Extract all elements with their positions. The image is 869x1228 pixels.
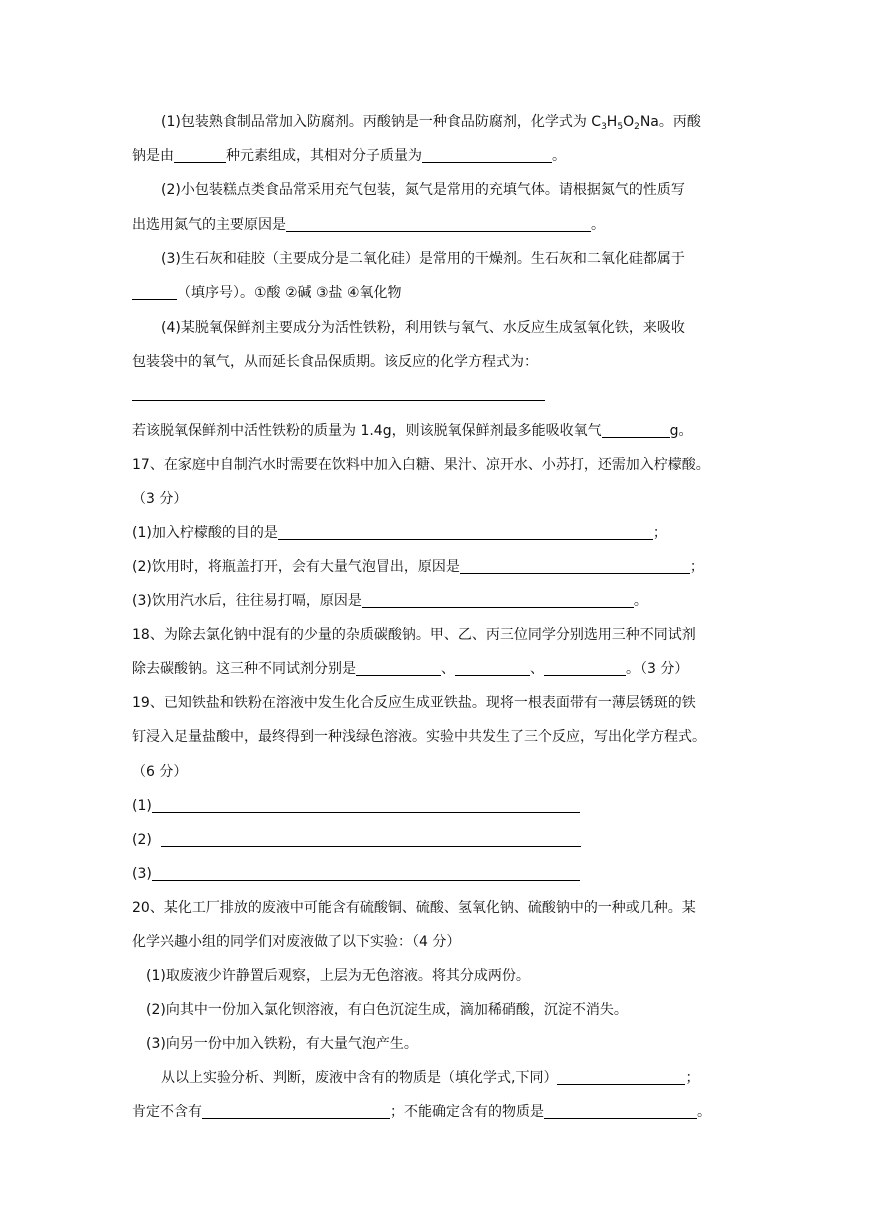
q17-stem-a: 17、在家庭中自制汽水时需要在饮料中加入白糖、果汁、凉开水、小苏打，还需加入柠檬酸。 (132, 457, 710, 473)
q16-part2-text-a: (2)小包装糕点类食品常采用充气包装，氮气是常用的充填气体。请根据氮气的性质写 (161, 182, 685, 198)
molecular-mass-blank[interactable] (422, 147, 552, 163)
formula-subscript-3: 3 (601, 122, 607, 132)
q20-text-d: 肯定不含有 (132, 1104, 202, 1120)
q17-sub1-text: (1)加入柠檬酸的目的是 (132, 525, 278, 541)
formula-o: O (623, 114, 635, 130)
q18-line1 (132, 625, 696, 645)
q16-part4-text-a: (4)某脱氧保鲜剂主要成分为活性铁粉，利用铁与氧气、水反应生成氢氧化铁，来吸收 (161, 320, 685, 336)
q20-conclusion-line1 (161, 1068, 699, 1088)
q16-part4-text-d: g。 (669, 423, 693, 439)
contained-substance-blank[interactable] (557, 1069, 685, 1085)
q18-line2 (132, 659, 688, 679)
q17-stem-line1 (132, 455, 710, 475)
uncertain-substance-blank[interactable] (544, 1103, 697, 1119)
chemical-equation-blank[interactable] (132, 400, 545, 401)
q16-part4-line1 (161, 318, 685, 338)
q16-part2-line1 (161, 180, 685, 200)
q20-text-c: 从以上实验分析、判断，废液中含有的物质是（填化学式,下同） (161, 1070, 558, 1086)
equation-1-blank[interactable] (152, 797, 580, 813)
q20-text-b: 化学兴趣小组的同学们对废液做了以下实验：（4 分） (132, 934, 461, 950)
q18-sep-2: 、 (530, 661, 544, 677)
q16-part4-text-b: 包装袋中的氧气，从而延长食品保质期。该反应的化学方程式为： (132, 354, 538, 370)
q18-end: 。（3 分） (626, 661, 689, 677)
formula-h: H (606, 114, 618, 130)
q20-conclusion-line2 (132, 1102, 711, 1122)
q20-step3 (146, 1034, 418, 1054)
element-count-blank[interactable] (174, 147, 226, 163)
q20-step1 (146, 966, 530, 986)
q16-part1-text-d: 种元素组成，其相对分子质量为 (226, 148, 422, 164)
q17-sub3-end: 。 (633, 593, 648, 609)
reagent-3-blank[interactable] (544, 660, 626, 676)
q16-part1-text-a: (1)包装熟食制品常加入防腐剂。丙酸钠是一种食品防腐剂，化学式为 C (161, 114, 602, 130)
q19-eq3-label: (3) (132, 866, 152, 882)
q17-stem-b: （3 分） (132, 491, 188, 507)
formula-subscript-2: 2 (634, 122, 640, 132)
q18-sep-1: 、 (441, 661, 455, 677)
q20-d-end: 。 (697, 1104, 711, 1120)
oxygen-mass-blank[interactable] (602, 422, 670, 438)
bubbles-reason-blank[interactable] (460, 558, 690, 574)
q17-sub3-text: (3)饮用汽水后，往往易打嗝，原因是 (132, 593, 362, 609)
q17-sub2-text: (2)饮用时，将瓶盖打开，会有大量气泡冒出，原因是 (132, 559, 460, 575)
burp-reason-blank[interactable] (362, 592, 634, 608)
q19-line2 (132, 727, 706, 747)
q19-text-b: 钉浸入足量盐酸中，最终得到一种浅绿色溶液。实验中共发生了三个反应，写出化学方程式。 (132, 729, 706, 745)
q20-d-mid: ；不能确定含有的物质是 (390, 1104, 544, 1120)
reagent-2-blank[interactable] (455, 660, 530, 676)
q19-text-a: 19、已知铁盐和铁粉在溶液中发生化合反应生成亚铁盐。现将一根表面带有一薄层锈斑的铁 (132, 695, 696, 711)
q17-sub2 (132, 557, 704, 577)
reagent-1-blank[interactable] (356, 660, 441, 676)
q20-line1 (132, 898, 696, 918)
q16-part3-line2 (132, 283, 402, 303)
citric-acid-purpose-blank[interactable] (278, 524, 653, 540)
q16-part4-text-c: 若该脱氧保鲜剂中活性铁粉的质量为 1.4g，则该脱氧保鲜剂最多能吸收氧气 (132, 423, 602, 439)
q20-text-a: 20、某化工厂排放的废液中可能含有硫酸铜、硫酸、氢氧化钠、硫酸钠中的一种或几种。某 (132, 900, 696, 916)
q16-part1-line2 (132, 146, 566, 166)
q19-eq1 (132, 796, 580, 816)
desiccant-type-blank[interactable] (132, 284, 177, 300)
q17-stem-line2 (132, 489, 187, 509)
q20-step3-text: (3)向另一份中加入铁粉，有大量气泡产生。 (146, 1036, 418, 1052)
q20-step2 (146, 1000, 628, 1020)
formula-subscript-5: 5 (617, 122, 624, 132)
q19-eq2-label: (2) (132, 832, 152, 848)
q19-text-c: （6 分） (132, 764, 188, 780)
q16-part3-text-a: (3)生石灰和硅胶（主要成分是二氧化硅）是常用的干燥剂。生石灰和二氧化硅都属于 (161, 251, 685, 267)
q19-line1 (132, 693, 696, 713)
q20-step2-text: (2)向其中一份加入氯化钡溶液，有白色沉淀生成，滴加稀硝酸，沉淀不消失。 (146, 1002, 628, 1018)
equation-2-blank[interactable] (161, 831, 581, 847)
q20-c-end: ； (685, 1070, 700, 1086)
formula-na: Na (639, 114, 659, 130)
q18-text-b: 除去碳酸钠。这三种不同试剂分别是 (132, 661, 356, 677)
q19-eq2 (132, 830, 581, 850)
q17-sub2-end: ； (689, 559, 704, 575)
q16-part2-text-c: 。 (591, 217, 605, 233)
q16-part2-text-b: 出选用氮气的主要原因是 (132, 217, 286, 233)
q19-eq1-label: (1) (132, 798, 152, 814)
q16-part4-line3 (132, 421, 693, 441)
q16-part3-text-b: （填序号）。①酸 ②碱 ③盐 ④氧化物 (177, 285, 402, 301)
q16-part3-line1 (161, 249, 685, 269)
q19-eq3 (132, 864, 580, 884)
q20-step1-text: (1)取废液少许静置后观察，上层为无色溶液。将其分成两份。 (146, 968, 530, 984)
excluded-substance-blank[interactable] (202, 1103, 390, 1119)
equation-3-blank[interactable] (152, 865, 580, 881)
q16-part2-line2 (132, 215, 605, 235)
q16-part1-text-b: 。丙酸 (658, 114, 701, 130)
q17-sub3 (132, 591, 648, 611)
q18-text-a: 18、为除去氯化钠中混有的少量的杂质碳酸钠。甲、乙、丙三位同学分别选用三种不同试剂 (132, 627, 696, 643)
q16-part1-line1 (161, 112, 701, 132)
q16-part1-text-c: 钠是由 (132, 148, 174, 164)
q16-part4-line2 (132, 352, 538, 372)
q17-sub1-end: ； (652, 525, 667, 541)
q20-line2 (132, 932, 460, 952)
q17-sub1 (132, 523, 667, 543)
q16-part1-text-e: 。 (552, 148, 566, 164)
nitrogen-reason-blank[interactable] (286, 216, 591, 232)
q19-line3 (132, 762, 187, 782)
